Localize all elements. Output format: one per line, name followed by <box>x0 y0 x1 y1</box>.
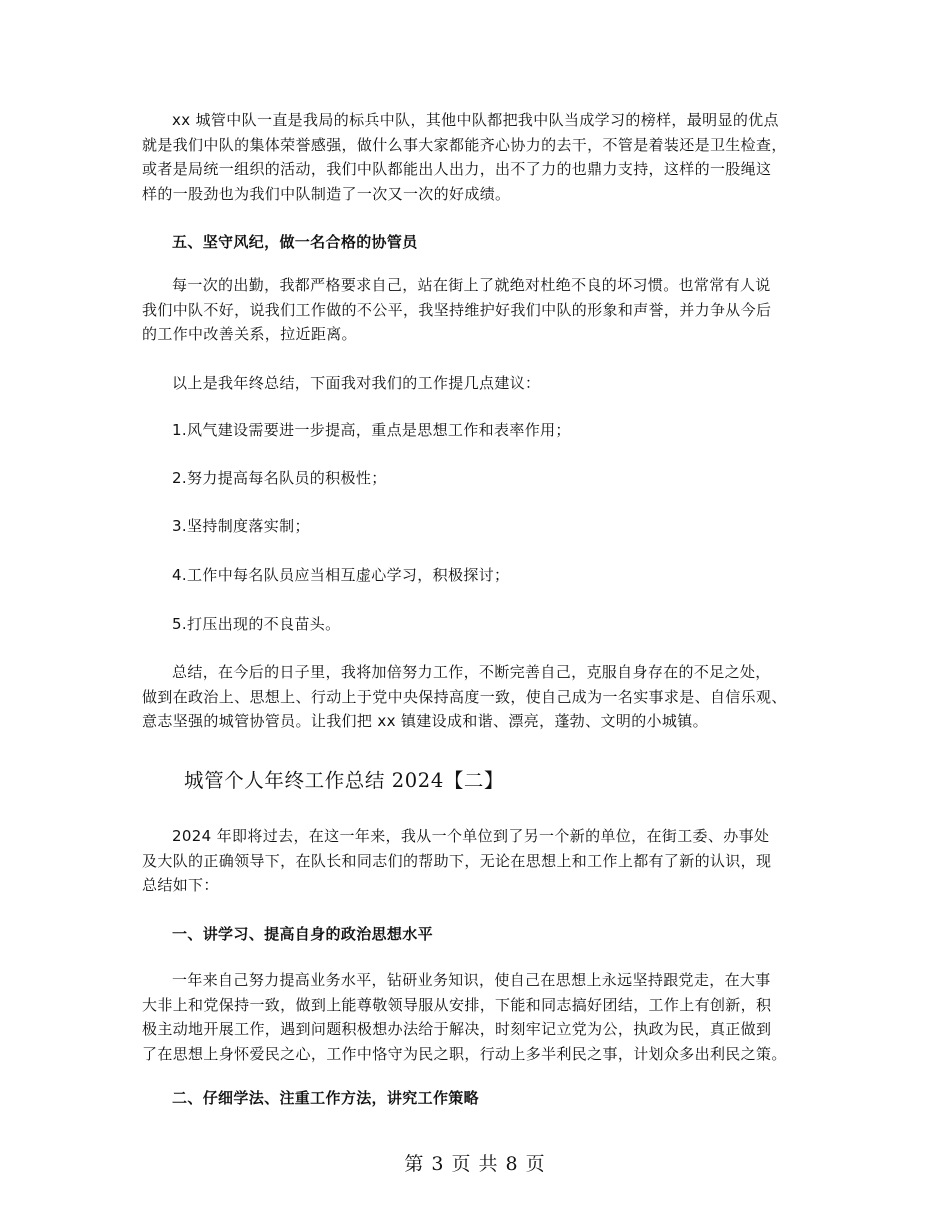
part2-section1-paragraph <box>142 968 814 1066</box>
paragraph-line: 总结，在今后的日子里，我将加倍努力工作，不断完善自己，克服自身存在的不足之处， <box>172 663 771 681</box>
paragraph-line: 总结如下： <box>142 876 219 894</box>
suggestion-item <box>142 612 814 637</box>
paragraph-line: 样的一股劲也为我们中队制造了一次又一次的好成绩。 <box>142 184 511 203</box>
paragraph-line: 的工作中改善关系，拉近距离。 <box>142 325 357 343</box>
paragraph-line: 做到在政治上、思想上、行动上于党中央保持高度一致，使自己成为一名实事求是、自信乐观、 <box>142 687 787 706</box>
paragraph-line: 2024 年即将过去，在这一年来，我从一个单位到了另一个新的单位，在街工委、办事处 <box>172 827 770 845</box>
section-heading <box>142 1086 814 1111</box>
suggestions-intro <box>142 371 814 396</box>
part2-section1-heading: 一、讲学习、提高自身的政治思想水平 <box>172 925 433 943</box>
document-title: 城管个人年终工作总结 2024【二】 <box>184 769 505 792</box>
paragraph-line: 及大队的正确领导下，在队长和同志们的帮助下，无论在思想上和工作上都有了新的认识，现 <box>142 851 772 870</box>
paragraph-line: 意志坚强的城管协管员。让我们把 xx 镇建设成和谐、漂亮，蓬勃、文明的小城镇。 <box>142 712 708 730</box>
suggestion-item <box>142 514 814 539</box>
intro-paragraph <box>142 108 814 206</box>
part2-intro-paragraph <box>142 824 814 898</box>
suggestions-intro-text: 以上是我年终总结，下面我对我们的工作提几点建议： <box>172 374 541 392</box>
section5-paragraph <box>142 273 814 347</box>
paragraph-line: xx 城管中队一直是我局的标兵中队，其他中队都把我中队当成学习的榜样，最明显的优点 <box>172 111 779 129</box>
suggestion-item-2: 2.努力提高每名队员的积极性； <box>172 469 387 487</box>
conclusion-paragraph <box>142 660 814 734</box>
section-heading <box>142 230 814 255</box>
paragraph-line: 就是我们中队的集体荣誉感强，做什么事大家都能齐心协力的去干，不管是着装还是卫生检查， <box>142 135 787 154</box>
suggestion-item-3: 3.坚持制度落实制； <box>172 517 310 535</box>
suggestion-item <box>142 418 814 443</box>
paragraph-line: 大非上和党保持一致，做到上能尊敬领导服从安排，下能和同志搞好团结，工作上有创新，积 <box>142 995 772 1014</box>
paragraph-line: 极主动地开展工作，遇到问题积极想办法给于解决，时刻牢记立党为公，执政为民，真正做到 <box>142 1020 772 1038</box>
suggestion-item <box>142 466 814 491</box>
paragraph-line: 每一次的出勤，我都严格要求自己，站在街上了就绝对杜绝不良的坏习惯。也常常有人说 <box>172 276 771 294</box>
section-heading <box>142 922 814 947</box>
suggestion-item-5: 5.打压出现的不良苗头。 <box>172 615 341 633</box>
suggestion-item-4: 4.工作中每名队员应当相互虚心学习，积极探讨； <box>172 566 510 584</box>
section5-heading: 五、坚守风纪，做一名合格的协管员 <box>172 233 418 251</box>
page-number-footer: 第 3 页 共 8 页 <box>404 1153 546 1175</box>
paragraph-line: 一年来自己努力提高业务水平，钻研业务知识，使自己在思想上永远坚持跟党走，在大事 <box>172 971 771 989</box>
paragraph-line: 或者是局统一组织的活动，我们中队都能出人出力，出不了力的也鼎力支持，这样的一股绳这 <box>142 160 772 178</box>
suggestion-item <box>142 563 814 588</box>
suggestion-item-1: 1.风气建设需要进一步提高，重点是思想工作和表率作用； <box>172 421 571 439</box>
part2-section2-heading: 二、仔细学法、注重工作方法，讲究工作策略 <box>172 1089 480 1107</box>
paragraph-line: 了在思想上身怀爱民之心，工作中恪守为民之职，行动上多半利民之事，计划众多出利民之策。 <box>142 1044 787 1063</box>
paragraph-line: 我们中队不好，说我们工作做的不公平，我坚持维护好我们中队的形象和声誉，并力争从今后 <box>142 300 772 319</box>
